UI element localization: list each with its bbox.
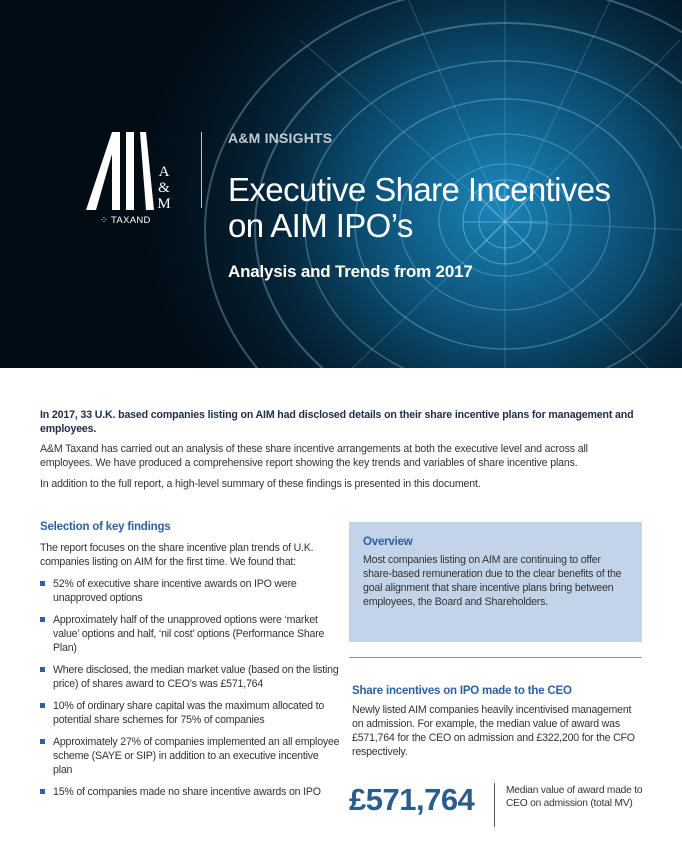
overview-heading: Overview — [363, 536, 413, 548]
square-bullet-icon — [40, 617, 45, 622]
list-item: 10% of ordinary share capital was the maximum allocated to potential share schemes for 75% of companies — [40, 699, 340, 727]
insights-label: A&M INSIGHTS — [228, 130, 333, 146]
value-divider — [494, 783, 495, 827]
findings-section — [40, 520, 340, 807]
square-bullet-icon — [40, 703, 45, 708]
page-title: Executive Share Incentives on AIM IPO’s — [228, 171, 611, 244]
overview-box — [349, 522, 642, 642]
hero-banner — [0, 0, 682, 368]
findings-description: The report focuses on the share incentive plan trends of U.K. companies listing on AIM for the first time. We found that: — [40, 542, 314, 568]
list-item: 52% of executive share incentive awards on IPO were unapproved options — [40, 577, 340, 605]
intro-paragraph-1: A&M Taxand has carried out an analysis of these share incentive arrangements at both the executive level and across all employees. We have produced a comprehensive report showing the key trends and variables of share incentive plans. — [40, 443, 588, 469]
median-award-caption: Median value of award made to CEO on admission (total MV) — [506, 785, 643, 809]
list-item: Approximately 27% of companies implemented an all employee scheme (SAYE or SIP) in addition to an executive incentive plan — [40, 735, 340, 777]
page-subtitle: Analysis and Trends from 2017 — [228, 262, 473, 281]
logo-am-letters: A & M — [157, 164, 171, 212]
findings-heading: Selection of key findings — [40, 521, 171, 533]
square-bullet-icon — [40, 581, 45, 586]
am-logo — [86, 132, 186, 232]
square-bullet-icon — [40, 667, 45, 672]
header-divider — [201, 132, 202, 208]
findings-list — [40, 577, 340, 799]
ceo-text: Newly listed AIM companies heavily incentivised management on admission. For example, the median value of award was £571,764 for the CEO on admission and £322,200 for the CFO respectively. — [352, 704, 635, 758]
list-item: 15% of companies made no share incentive awards on IPO — [40, 785, 340, 799]
square-bullet-icon — [40, 789, 45, 794]
ceo-section — [352, 684, 644, 759]
am-logo-icon — [86, 132, 156, 212]
taxand-dots-icon: ⁘ — [100, 215, 112, 226]
section-divider — [349, 657, 642, 658]
intro-lead: In 2017, 33 U.K. based companies listing on AIM had disclosed details on their share incentive plans for management and employees. — [40, 409, 634, 435]
logo-taxand: ⁘ TAXAND — [100, 215, 151, 226]
ceo-heading: Share incentives on IPO made to the CEO — [352, 685, 572, 697]
square-bullet-icon — [40, 739, 45, 744]
intro-paragraph-2: In addition to the full report, a high-level summary of these findings is presented in this document. — [40, 478, 481, 490]
list-item: Approximately half of the unapproved options were ‘market value’ options and half, ‘nil cost’ options (Performance Share Plan) — [40, 613, 340, 655]
overview-text: Most companies listing on AIM are continuing to offer share-based remuneration due to the clear benefits of the goal alignment that share incentive plans bring between employees, the Board and Shareholders. — [363, 554, 622, 608]
intro-section — [40, 408, 640, 498]
median-award-value: £571,764 — [349, 782, 475, 817]
list-item: Where disclosed, the median market value (based on the listing price) of shares award to CEO’s was £571,764 — [40, 663, 340, 691]
